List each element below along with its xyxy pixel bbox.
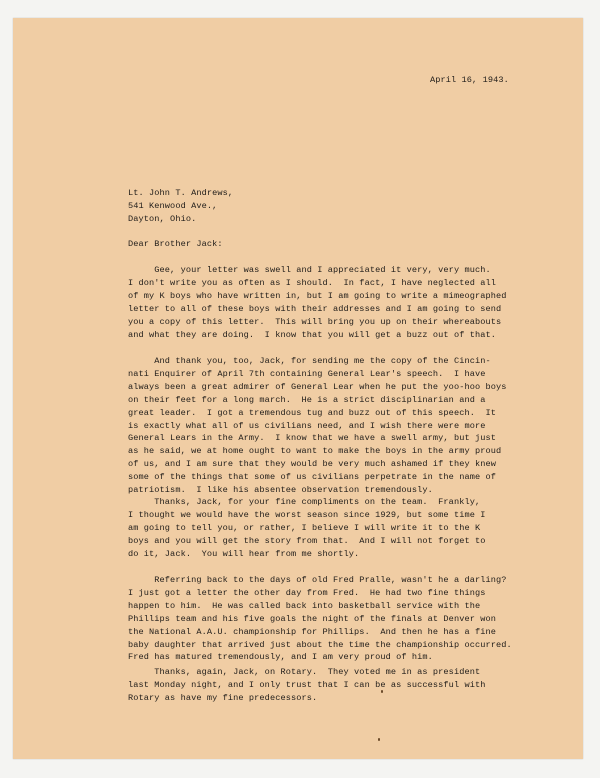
recipient-address [128, 187, 233, 226]
text-line: last Monday night, and I only trust that I can be as successful with [128, 679, 486, 690]
text-line: do it, Jack. You will hear from me shortly. [128, 548, 360, 559]
paragraph-5 [128, 666, 485, 705]
text-line: General Lears in the Army. I know that we have a swell army, but just [128, 433, 496, 444]
text-line: Rotary as have my fine predecessors. [128, 692, 318, 703]
text-line: Referring back to the days of old Fred Pralle, wasn't he a darling? [128, 575, 507, 585]
text-line: patriotism. I like his absentee observation tremendously. [128, 485, 433, 496]
text-line: great leader. I got a tremendous tug and buzz out of this speech. It [128, 407, 496, 418]
paper-fleck [378, 738, 380, 741]
text-line: letter to all of these boys with their addresses and I am going to send [128, 303, 502, 314]
salutation: Dear Brother Jack: [128, 239, 223, 249]
text-line: And thank you, too, Jack, for sending me the copy of the Cincin- [128, 356, 491, 366]
text-line: as he said, we at home ought to want to make the boys in the army proud [128, 446, 502, 457]
letter-date: April 16, 1943. [430, 75, 509, 85]
letter-page [13, 18, 583, 759]
text-line: you a copy of this letter. This will bring you up on their whereabouts [128, 316, 502, 327]
address-line: Lt. John T. Andrews, [128, 188, 234, 198]
text-line: happen to him. He was called back into basketball service with the [128, 600, 481, 611]
text-line: always been a great admirer of General Lear when he put the yoo-hoo boys [128, 381, 507, 392]
address-line: 541 Kenwood Ave., [128, 200, 218, 211]
text-line: Gee, your letter was swell and I appreciated it very, very much. [128, 265, 491, 275]
text-line: I just got a letter the other day from Fred. He had two fine things [128, 587, 486, 598]
text-line: and what they are doing. I know that you will get a buzz out of that. [128, 329, 496, 340]
text-line: I don't write you as often as I should. In fact, I have neglected all [128, 277, 496, 288]
text-line: some of the things that some of us civilians perpetrate in the name of [128, 472, 496, 483]
text-line: the National A.A.U. championship for Phillips. And then he has a fine [128, 626, 496, 637]
address-line: Dayton, Ohio. [128, 213, 197, 224]
paper-fleck [381, 690, 383, 693]
paragraph-2 [128, 355, 507, 497]
paragraph-3 [128, 496, 485, 561]
paragraph-1 [128, 264, 507, 341]
text-line: Thanks, Jack, for your fine compliments on the team. Frankly, [128, 497, 481, 507]
text-line: am going to tell you, or rather, I believe I will write it to the K [128, 522, 481, 533]
text-line: of my K boys who have written in, but I am going to write a mimeographed [128, 290, 507, 301]
text-line: Thanks, again, Jack, on Rotary. They voted me in as president [128, 667, 481, 677]
paragraph-4 [128, 574, 512, 664]
text-line: on their feet for a long march. He is a strict disciplinarian and a [128, 394, 486, 405]
text-line: of us, and I am sure that they would be very much ashamed if they knew [128, 459, 496, 470]
text-line: I thought we would have the worst season since 1929, but some time I [128, 509, 486, 520]
text-line: is exactly what all of us civilians need, and I wish there were more [128, 420, 486, 431]
text-line: boys and you will get the story from that. And I will not forget to [128, 535, 486, 546]
text-line: Phillips team and his five goals the night of the finals at Denver won [128, 613, 496, 624]
text-line: Fred has matured tremendously, and I am very proud of him. [128, 652, 433, 663]
text-line: baby daughter that arrived just about the time the championship occurred. [128, 639, 512, 650]
text-line: nati Enquirer of April 7th containing General Lear's speech. I have [128, 368, 486, 379]
